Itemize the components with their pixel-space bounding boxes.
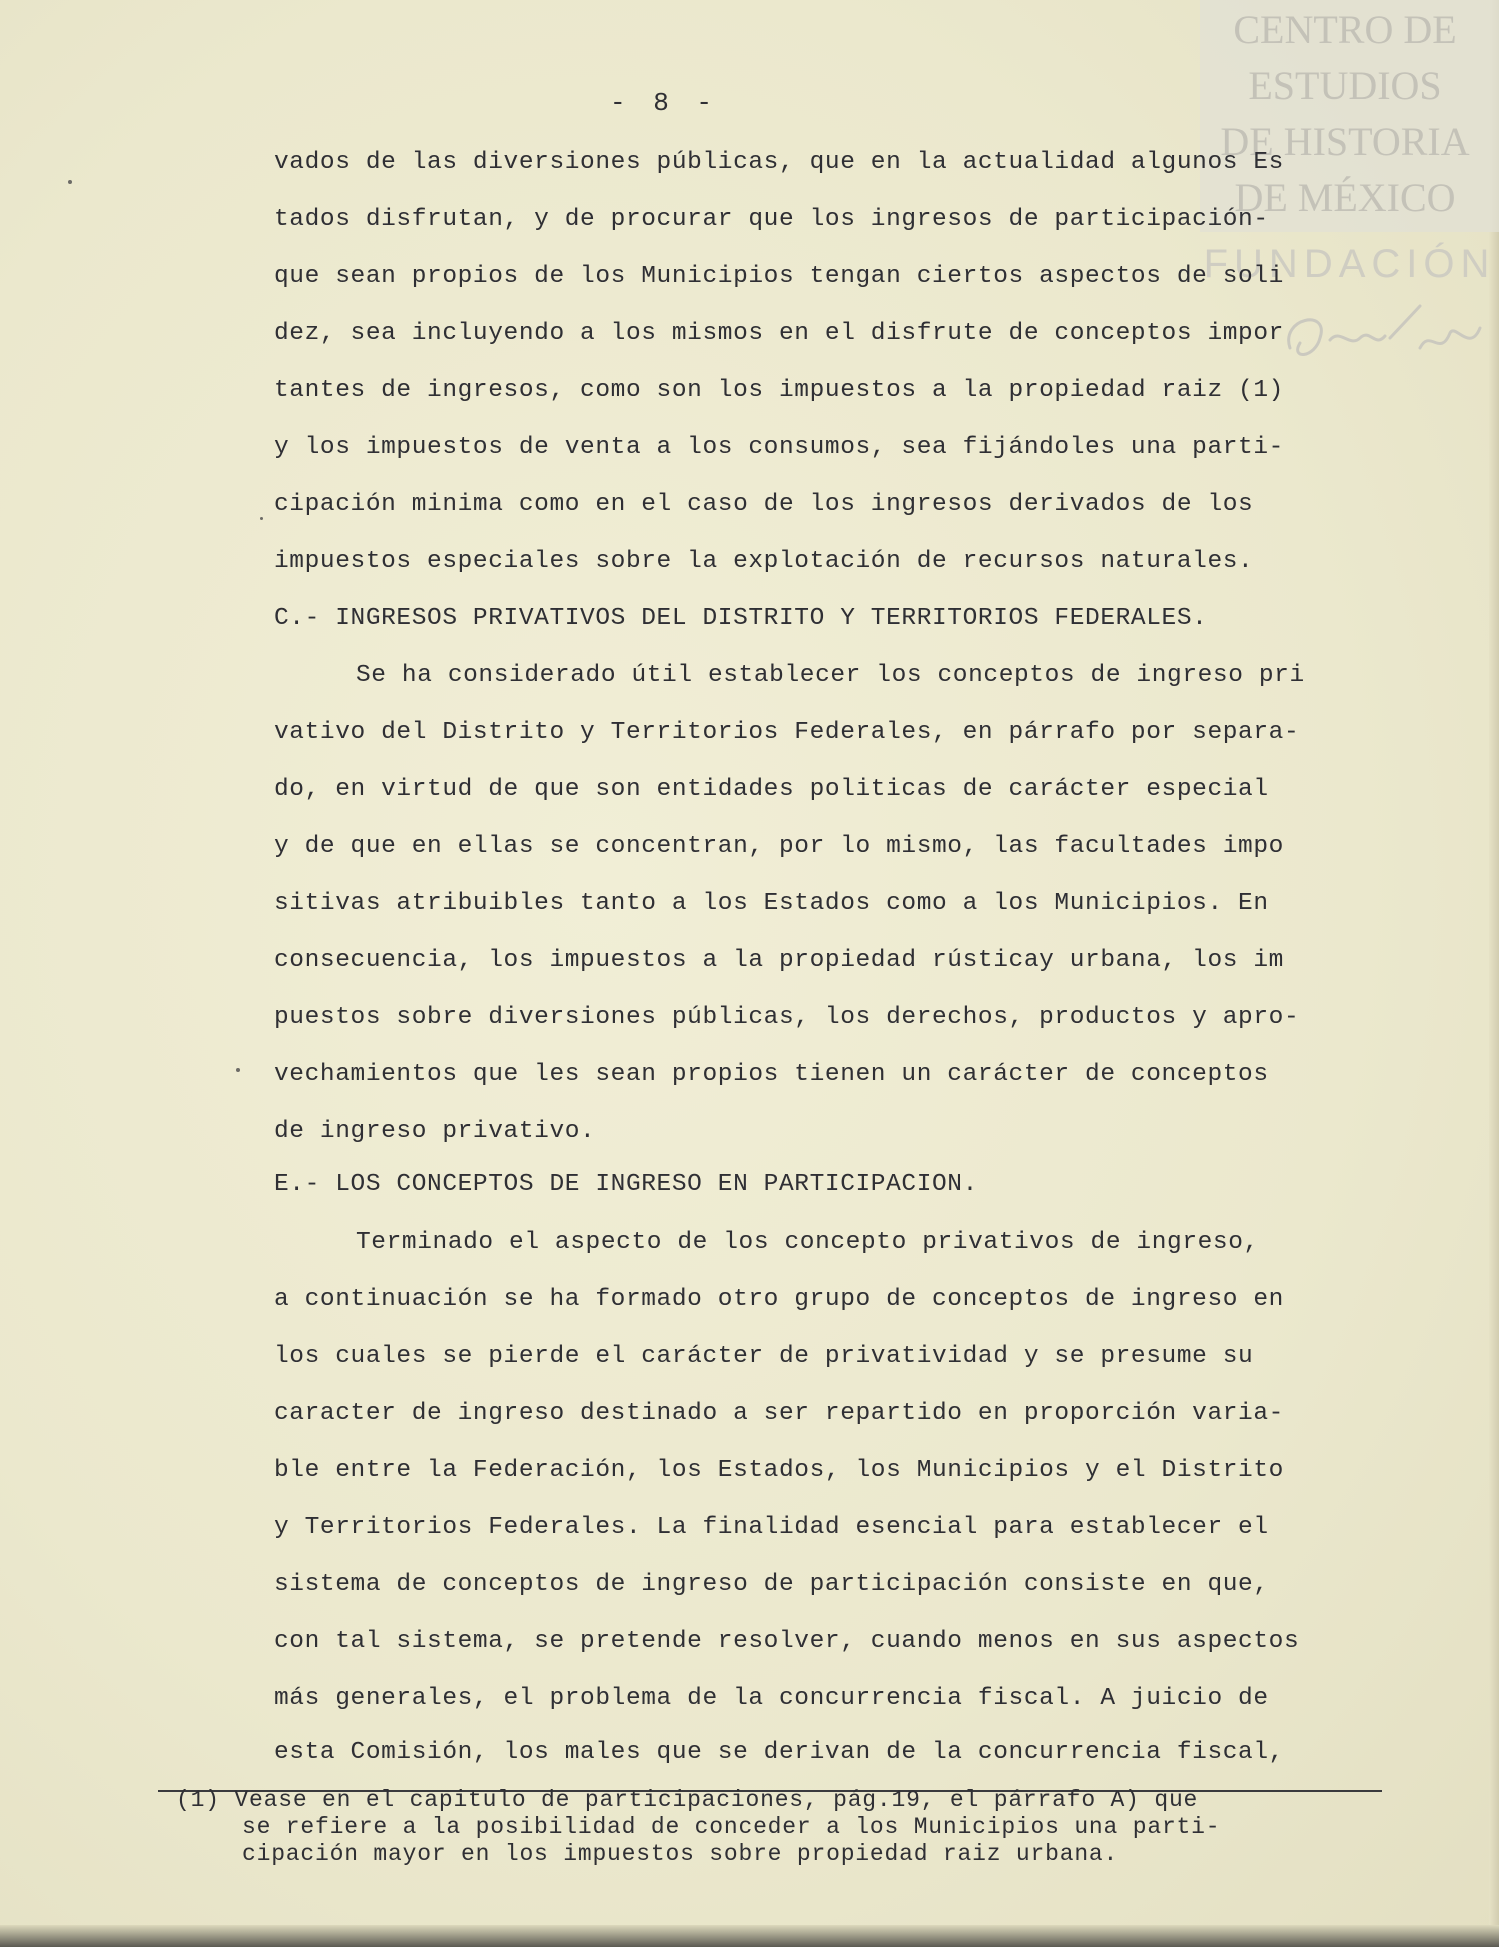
archive-watermark (1200, 0, 1499, 232)
body-line: impuestos especiales sobre la explotación de recursos naturales. (274, 548, 1254, 575)
page-bottom-edge (0, 1925, 1499, 1947)
page-edge-shadow (1489, 0, 1499, 1947)
scan-speck (260, 517, 263, 520)
body-line: sistema de conceptos de ingreso de participación consiste en que, (274, 1571, 1269, 1598)
body-line: y de que en ellas se concentran, por lo mismo, las facultades impo (274, 833, 1284, 860)
body-line: tados disfrutan, y de procurar que los ingresos de participación- (274, 206, 1269, 233)
footnote-line: se refiere a la posibilidad de conceder a los Municipios una parti- (242, 1814, 1221, 1840)
carlos-slim-signature-icon (1270, 298, 1490, 378)
body-line: Terminado el aspecto de los concepto privativos de ingreso, (356, 1229, 1259, 1256)
body-line: cipación minima como en el caso de los ingresos derivados de los (274, 491, 1254, 518)
footnote-line: cipación mayor en los impuestos sobre propiedad raiz urbana. (242, 1841, 1119, 1867)
body-line: ble entre la Federación, los Estados, los Municipios y el Distrito (274, 1457, 1284, 1484)
body-line: vechamientos que les sean propios tienen un carácter de conceptos (274, 1061, 1269, 1088)
body-line: sitivas atribuibles tanto a los Estados como a los Municipios. En (274, 890, 1269, 917)
body-line: dez, sea incluyendo a los mismos en el disfrute de conceptos impor (274, 320, 1284, 347)
watermark-line-1: CENTRO DE (1233, 7, 1457, 52)
scan-speck (68, 180, 72, 184)
footnote-line: (1) Vease en el capitulo de participaciones, pág.19, el párrafo A) que (176, 1787, 1199, 1813)
body-line: que sean propios de los Municipios tengan ciertos aspectos de soli (274, 263, 1284, 290)
body-line: y Territorios Federales. La finalidad esencial para establecer el (274, 1514, 1269, 1541)
watermark-line-4: DE MÉXICO (1234, 175, 1456, 220)
body-line: más generales, el problema de la concurrencia fiscal. A juicio de (274, 1685, 1269, 1712)
body-line: vativo del Distrito y Territorios Federales, en párrafo por separa- (274, 719, 1300, 746)
watermark-line-3: DE HISTORIA (1220, 119, 1470, 164)
body-line: los cuales se pierde el carácter de privatividad y se presume su (274, 1343, 1254, 1370)
body-line: y los impuestos de venta a los consumos, sea fijándoles una parti- (274, 434, 1284, 461)
body-line: do, en virtud de que son entidades politicas de carácter especial (274, 776, 1269, 803)
watermark-foundation: FUNDACIÓN (1203, 242, 1496, 286)
body-line: consecuencia, los impuestos a la propiedad rústicay urbana, los im (274, 947, 1284, 974)
body-line: con tal sistema, se pretende resolver, cuando menos en sus aspectos (274, 1628, 1300, 1655)
body-line: esta Comisión, los males que se derivan de la concurrencia fiscal, (274, 1739, 1284, 1766)
watermark-line-2: ESTUDIOS (1248, 63, 1442, 108)
section-heading-c: C.- INGRESOS PRIVATIVOS DEL DISTRITO Y TERRITORIOS FEDERALES. (274, 605, 1208, 632)
body-line: vados de las diversiones públicas, que en la actualidad algunos Es (274, 149, 1284, 176)
page-number: - 8 - (610, 88, 719, 118)
body-line: caracter de ingreso destinado a ser repartido en proporción varia- (274, 1400, 1284, 1427)
body-line: tantes de ingresos, como son los impuestos a la propiedad raiz (1) (274, 377, 1284, 404)
scan-speck (236, 1068, 240, 1072)
body-line: puestos sobre diversiones públicas, los derechos, productos y apro- (274, 1004, 1300, 1031)
body-line: a continuación se ha formado otro grupo de conceptos de ingreso en (274, 1286, 1284, 1313)
body-line: de ingreso privativo. (274, 1118, 596, 1145)
body-line: Se ha considerado útil establecer los conceptos de ingreso pri (356, 662, 1305, 689)
section-heading-e: E.- LOS CONCEPTOS DE INGRESO EN PARTICIPACION. (274, 1171, 978, 1198)
